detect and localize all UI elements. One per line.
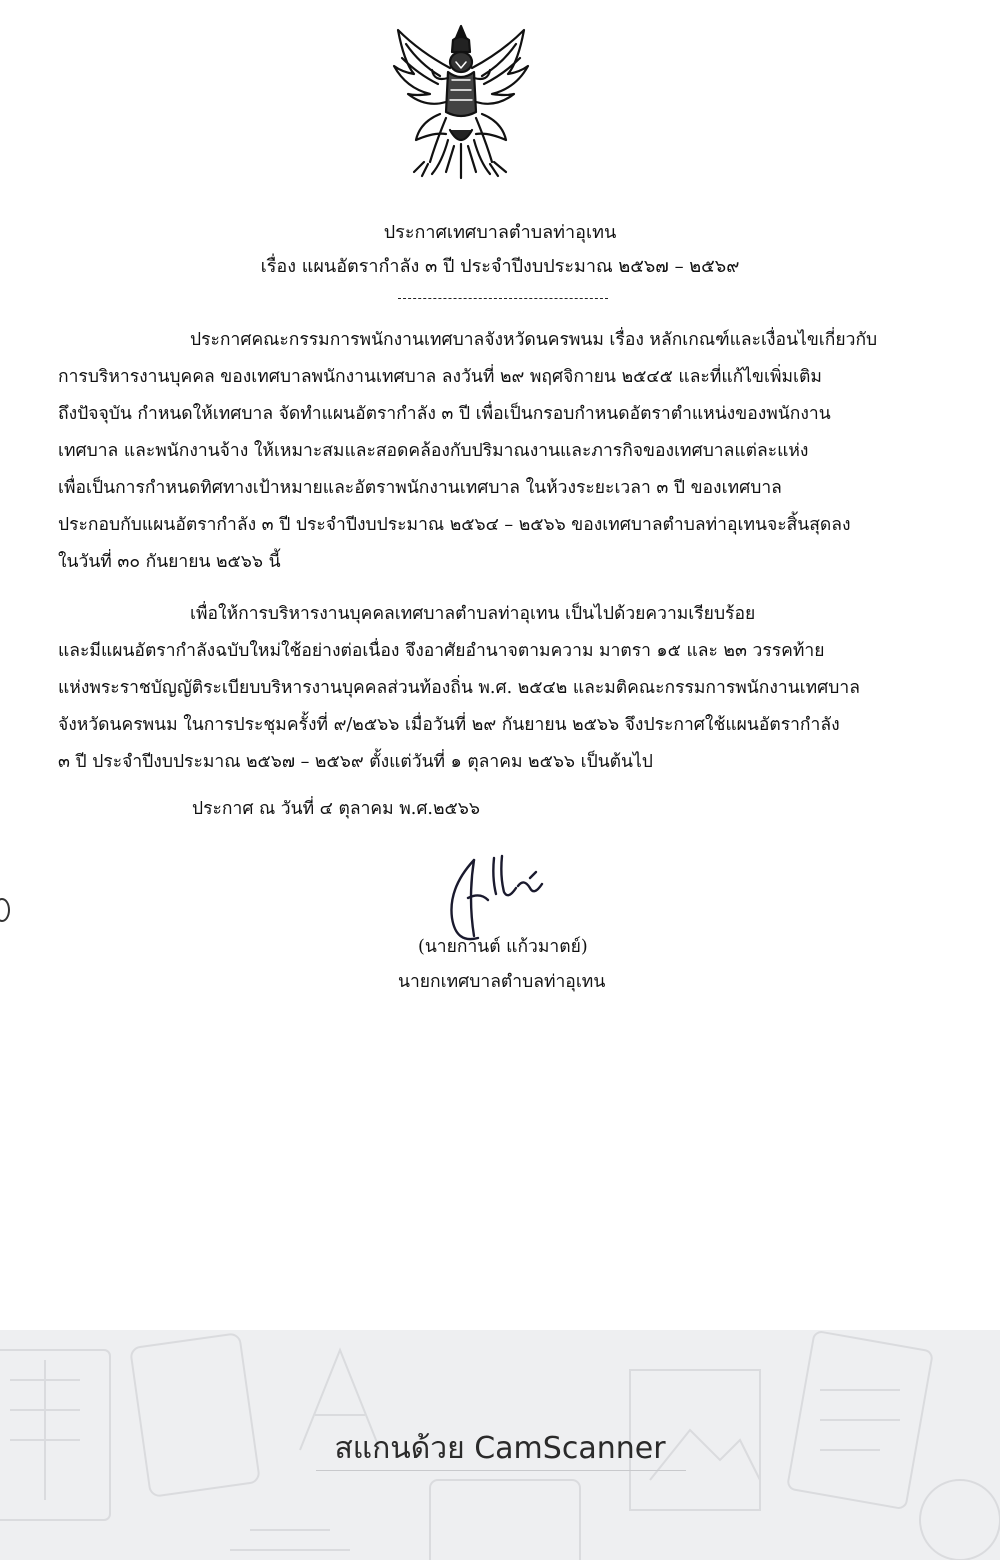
paragraph-line: เพื่อให้การบริหารงานบุคคลเทศบาลตำบลท่าอุเทน เป็นไปด้วยความเรียบร้อย: [190, 604, 756, 624]
title-divider: [398, 298, 608, 299]
paragraph-line: การบริหารงานบุคคล ของเทศบาลพนักงานเทศบาล ลงวันที่ ๒๙ พฤศจิกายน ๒๕๔๕ และที่แก้ไขเพิ่มเติม: [58, 367, 822, 387]
camscanner-label: สแกนด้วย CamScanner: [334, 1431, 666, 1466]
paragraph-1: [58, 322, 938, 581]
paragraph-line: เทศบาล และพนักงานจ้าง ให้เหมาะสมและสอดคล้องกับปริมาณงานและภารกิจของเทศบาลแต่ละแห่ง: [58, 441, 809, 461]
signer-title: นายกเทศบาลตำบลท่าอุเทน: [398, 972, 606, 992]
garuda-emblem-icon: [390, 22, 532, 182]
signer-name: (นายกานต์ แก้วมาตย์): [418, 937, 588, 957]
document-title: ประกาศเทศบาลตำบลท่าอุเทน: [383, 222, 617, 243]
announcement-date: ประกาศ ณ วันที่ ๔ ตุลาคม พ.ศ.๒๕๖๖: [192, 799, 480, 819]
hole-punch-mark: [0, 898, 10, 922]
paragraph-line: แห่งพระราชบัญญัติระเบียบบริหารงานบุคคลส่วนท้องถิ่น พ.ศ. ๒๕๔๒ และมติคณะกรรมการพนักงานเทศบาล: [58, 678, 860, 698]
paragraph-line: ประกาศคณะกรรมการพนักงานเทศบาลจังหวัดนครพนม เรื่อง หลักเกณฑ์และเงื่อนไขเกี่ยวกับ: [190, 330, 878, 350]
footer-underline: [316, 1470, 686, 1471]
paragraph-line: จังหวัดนครพนม ในการประชุมครั้งที่ ๙/๒๕๖๖ เมื่อวันที่ ๒๙ กันยายน ๒๕๖๖ จึงประกาศใช้แผนอัตรากำลัง: [58, 715, 840, 735]
paragraph-2: [58, 596, 938, 781]
paragraph-line: ในวันที่ ๓๐ กันยายน ๒๕๖๖ นี้: [58, 552, 281, 572]
paragraph-line: เพื่อเป็นการกำหนดทิศทางเป้าหมายและอัตราพนักงานเทศบาล ในห้วงระยะเวลา ๓ ปี ของเทศบาล: [58, 478, 782, 498]
paragraph-line: ประกอบกับแผนอัตรากำลัง ๓ ปี ประจำปีงบประมาณ ๒๕๖๔ – ๒๕๖๖ ของเทศบาลตำบลท่าอุเทนจะสิ้นสุดลง: [58, 515, 851, 535]
paragraph-line: ๓ ปี ประจำปีงบประมาณ ๒๕๖๗ – ๒๕๖๙ ตั้งแต่วันที่ ๑ ตุลาคม ๒๕๖๖ เป็นต้นไป: [58, 752, 653, 772]
paragraph-line: และมีแผนอัตรากำลังฉบับใหม่ใช้อย่างต่อเนื่อง จึงอาศัยอำนาจตามความ มาตรา ๑๕ และ ๒๓ วรรคท้าย: [58, 641, 825, 661]
document-subject: เรื่อง แผนอัตรากำลัง ๓ ปี ประจำปีงบประมาณ ๒๕๖๗ – ๒๕๖๙: [260, 256, 740, 277]
camscanner-footer: [0, 1330, 1000, 1560]
paragraph-line: ถึงปัจจุบัน กำหนดให้เทศบาล จัดทำแผนอัตรากำลัง ๓ ปี เพื่อเป็นกรอบกำหนดอัตราตำแหน่งของพนักงาน: [58, 404, 831, 424]
